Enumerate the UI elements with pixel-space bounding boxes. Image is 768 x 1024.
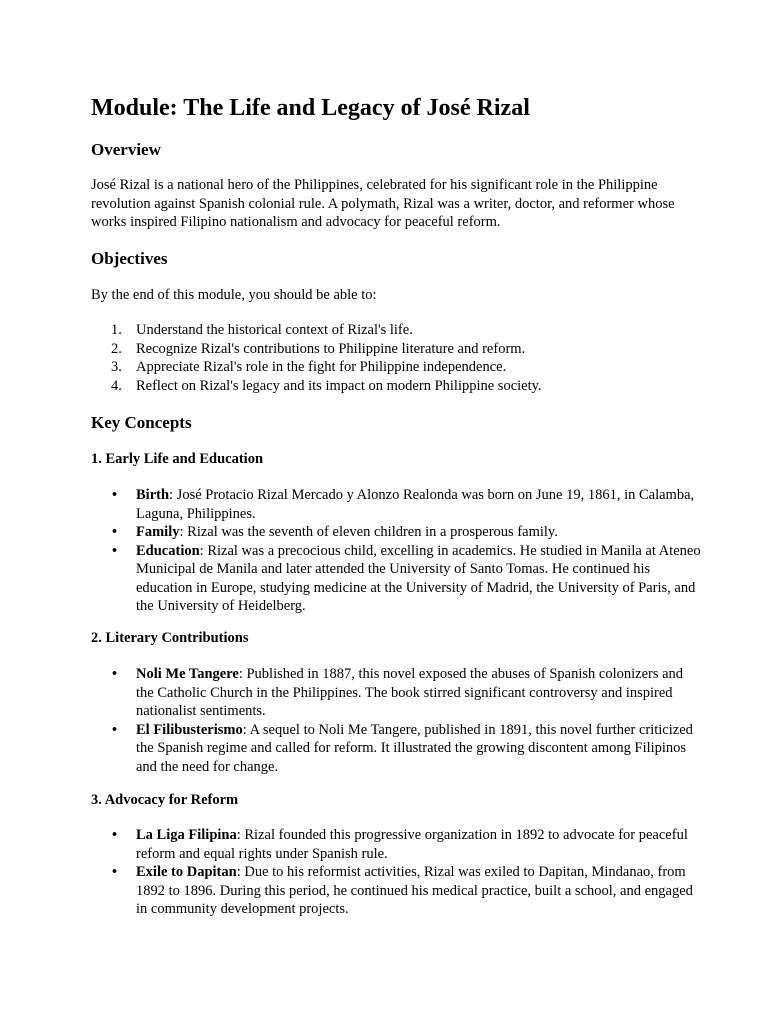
list-item (91, 486, 701, 523)
term: Education (136, 542, 200, 559)
list-item (91, 863, 701, 919)
list-item (91, 321, 701, 340)
description: : A sequel to Noli Me Tangere, published in 1891, this novel further criticized the Spanish regime and called for reform. It illustrated the growing discontent among Filipinos and the need for change. (136, 721, 693, 775)
list-number: 3. (111, 359, 122, 375)
bullet-icon: • (112, 721, 118, 738)
list-item-text: Understand the historical context of Rizal's life. (136, 322, 413, 338)
list-number: 4. (111, 377, 122, 394)
bullet-icon: • (112, 666, 118, 682)
list-item-text: Recognize Rizal's contributions to Philippine literature and reform. (136, 340, 526, 357)
bullet-icon: • (112, 827, 118, 843)
list-item (91, 665, 701, 721)
term: Exile to Dapitan (136, 864, 237, 880)
term: El Filibusterismo (136, 721, 243, 738)
list-item-text: Appreciate Rizal's role in the fight for Philippine independence. (136, 359, 507, 375)
term: La Liga Filipina (136, 827, 237, 843)
list-item (91, 826, 701, 863)
list-item (91, 340, 701, 359)
list-item (91, 358, 701, 377)
term: Birth (136, 487, 170, 503)
description: : Rizal was a precocious child, excelling in academics. He studied in Manila at Ateneo Municipal de Manila and later attended the University of Santo Tomas. He continued his education in Europe, studying medicine at the University of Madrid, the University of Paris, and the University of Heidelberg. (136, 542, 701, 614)
page-title: Module: The Life and Legacy of José Rizal (91, 95, 530, 121)
section-heading-early-life: 1. Early Life and Education (91, 451, 264, 467)
list-item-text: Reflect on Rizal's legacy and its impact on modern Philippine society. (136, 377, 542, 394)
list-item (91, 721, 701, 777)
term: Family (136, 524, 180, 540)
bullet-icon: • (112, 524, 118, 540)
section-heading-advocacy: 3. Advocacy for Reform (91, 792, 239, 808)
bullet-icon: • (112, 542, 118, 559)
overview-text: José Rizal is a national hero of the Philippines, celebrated for his significant role in the Philippine revolution against Spanish colonial rule. A polymath, Rizal was a writer, doctor, and reformer whose works inspired Filipino nationalism and advocacy for peaceful reform. (91, 177, 675, 230)
bullet-icon: • (112, 864, 118, 880)
list-item (91, 542, 701, 616)
description: : Rizal founded this progressive organization in 1892 to advocate for peaceful reform and equal rights under Spanish rule. (136, 827, 688, 862)
objectives-list (91, 321, 701, 395)
bullet-icon: • (112, 487, 118, 503)
description: : José Protacio Rizal Mercado y Alonzo Realonda was born on June 19, 1861, in Calamba, Laguna, Philippines. (136, 487, 695, 522)
key-concepts-heading: Key Concepts (91, 413, 192, 432)
list-item (91, 523, 701, 542)
early-life-list (91, 486, 701, 616)
term: Noli Me Tangere (136, 666, 239, 682)
advocacy-list (91, 826, 701, 919)
objectives-heading: Objectives (91, 249, 168, 268)
objectives-intro: By the end of this module, you should be able to: (91, 287, 377, 303)
description: : Due to his reformist activities, Rizal was exiled to Dapitan, Mindanao, from 1892 to 1896. During this period, he continued his medical practice, built a school, and engaged in community development projects. (136, 864, 693, 917)
list-number: 1. (111, 322, 122, 338)
literary-list (91, 665, 701, 776)
list-item (91, 377, 701, 396)
description: : Published in 1887, this novel exposed the abuses of Spanish colonizers and the Catholic Church in the Philippines. The book stirred significant controversy and inspired nationalist sentiments. (136, 666, 684, 719)
overview-heading: Overview (91, 140, 161, 159)
list-number: 2. (111, 340, 122, 357)
description: : Rizal was the seventh of eleven children in a prosperous family. (179, 524, 558, 540)
section-heading-literary: 2. Literary Contributions (91, 630, 249, 646)
